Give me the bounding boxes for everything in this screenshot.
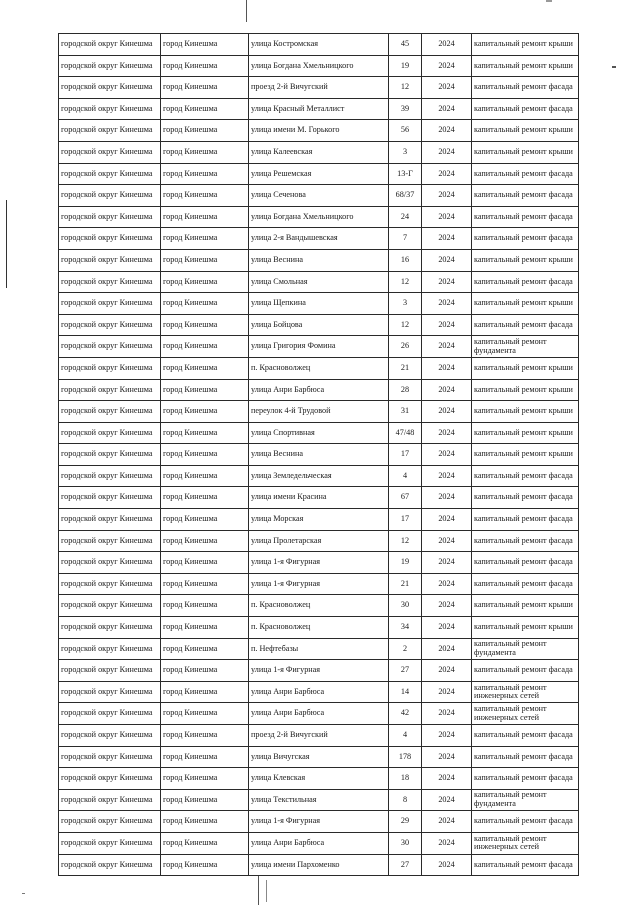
city-cell: город Кинешма xyxy=(161,271,249,293)
district-cell: городской округ Кинешма xyxy=(59,293,161,315)
work-type-cell: капитальный ремонт крыши xyxy=(472,401,579,423)
city-cell: город Кинешма xyxy=(161,465,249,487)
city-cell: город Кинешма xyxy=(161,854,249,876)
district-cell: городской округ Кинешма xyxy=(59,357,161,379)
street-cell: улица Красный Металлист xyxy=(249,98,389,120)
street-cell: улица имени М. Горького xyxy=(249,120,389,142)
table-row xyxy=(59,422,579,444)
house-number-cell: 21 xyxy=(389,573,422,595)
street-cell: улица имени Красина xyxy=(249,487,389,509)
work-type-cell: капитальный ремонт фасада xyxy=(472,552,579,574)
city-cell: город Кинешма xyxy=(161,120,249,142)
district-cell: городской округ Кинешма xyxy=(59,98,161,120)
street-cell: улица Калеевская xyxy=(249,141,389,163)
work-type-cell: капитальный ремонт инженерных сетей xyxy=(472,832,579,854)
city-cell: город Кинешма xyxy=(161,811,249,833)
year-cell: 2024 xyxy=(422,141,472,163)
city-cell: город Кинешма xyxy=(161,55,249,77)
work-type-cell: капитальный ремонт фасада xyxy=(472,228,579,250)
year-cell: 2024 xyxy=(422,573,472,595)
district-cell: городской округ Кинешма xyxy=(59,444,161,466)
street-cell: улица Смольная xyxy=(249,271,389,293)
district-cell: городской округ Кинешма xyxy=(59,617,161,639)
table-row xyxy=(59,141,579,163)
street-cell: улица Анри Барбюса xyxy=(249,703,389,725)
year-cell: 2024 xyxy=(422,552,472,574)
year-cell: 2024 xyxy=(422,595,472,617)
year-cell: 2024 xyxy=(422,163,472,185)
scan-artifact-line xyxy=(258,875,259,905)
work-type-cell: капитальный ремонт крыши xyxy=(472,357,579,379)
table-row xyxy=(59,206,579,228)
house-number-cell: 27 xyxy=(389,854,422,876)
district-cell: городской округ Кинешма xyxy=(59,573,161,595)
work-type-cell: капитальный ремонт крыши xyxy=(472,422,579,444)
house-number-cell: 27 xyxy=(389,660,422,682)
work-type-cell: капитальный ремонт фундамента xyxy=(472,336,579,358)
city-cell: город Кинешма xyxy=(161,660,249,682)
table-row xyxy=(59,228,579,250)
city-cell: город Кинешма xyxy=(161,422,249,444)
district-cell: городской округ Кинешма xyxy=(59,185,161,207)
district-cell: городской округ Кинешма xyxy=(59,552,161,574)
year-cell: 2024 xyxy=(422,660,472,682)
street-cell: улица Веснина xyxy=(249,249,389,271)
district-cell: городской округ Кинешма xyxy=(59,120,161,142)
city-cell: город Кинешма xyxy=(161,617,249,639)
year-cell: 2024 xyxy=(422,120,472,142)
city-cell: город Кинешма xyxy=(161,185,249,207)
scan-artifact-dot xyxy=(22,893,25,894)
district-cell: городской округ Кинешма xyxy=(59,638,161,660)
house-number-cell: 47/48 xyxy=(389,422,422,444)
table-row xyxy=(59,530,579,552)
year-cell: 2024 xyxy=(422,98,472,120)
scan-artifact-line xyxy=(6,200,7,288)
house-number-cell: 19 xyxy=(389,552,422,574)
city-cell: город Кинешма xyxy=(161,725,249,747)
city-cell: город Кинешма xyxy=(161,530,249,552)
table-row xyxy=(59,595,579,617)
district-cell: городской округ Кинешма xyxy=(59,854,161,876)
district-cell: городской округ Кинешма xyxy=(59,379,161,401)
city-cell: город Кинешма xyxy=(161,573,249,595)
city-cell: город Кинешма xyxy=(161,444,249,466)
street-cell: улица 1-я Фигурная xyxy=(249,573,389,595)
table-row xyxy=(59,249,579,271)
house-number-cell: 16 xyxy=(389,249,422,271)
house-number-cell: 56 xyxy=(389,120,422,142)
district-cell: городской округ Кинешма xyxy=(59,487,161,509)
city-cell: город Кинешма xyxy=(161,141,249,163)
table-row xyxy=(59,573,579,595)
district-cell: городской округ Кинешма xyxy=(59,660,161,682)
house-number-cell: 45 xyxy=(389,34,422,56)
house-number-cell: 29 xyxy=(389,811,422,833)
street-cell: улица 2-я Вандышевская xyxy=(249,228,389,250)
street-cell: улица 1-я Фигурная xyxy=(249,811,389,833)
work-type-cell: капитальный ремонт инженерных сетей xyxy=(472,703,579,725)
house-number-cell: 21 xyxy=(389,357,422,379)
year-cell: 2024 xyxy=(422,185,472,207)
district-cell: городской округ Кинешма xyxy=(59,595,161,617)
district-cell: городской округ Кинешма xyxy=(59,768,161,790)
year-cell: 2024 xyxy=(422,530,472,552)
work-type-cell: капитальный ремонт крыши xyxy=(472,34,579,56)
house-number-cell: 3 xyxy=(389,141,422,163)
district-cell: городской округ Кинешма xyxy=(59,422,161,444)
year-cell: 2024 xyxy=(422,444,472,466)
city-cell: город Кинешма xyxy=(161,293,249,315)
street-cell: улица Анри Барбюса xyxy=(249,379,389,401)
year-cell: 2024 xyxy=(422,768,472,790)
house-number-cell: 67 xyxy=(389,487,422,509)
table-row xyxy=(59,314,579,336)
table-row xyxy=(59,293,579,315)
work-type-cell: капитальный ремонт фасада xyxy=(472,77,579,99)
year-cell: 2024 xyxy=(422,55,472,77)
year-cell: 2024 xyxy=(422,271,472,293)
district-cell: городской округ Кинешма xyxy=(59,703,161,725)
table-row xyxy=(59,509,579,531)
year-cell: 2024 xyxy=(422,854,472,876)
work-type-cell: капитальный ремонт фасада xyxy=(472,185,579,207)
city-cell: город Кинешма xyxy=(161,638,249,660)
house-number-cell: 12 xyxy=(389,530,422,552)
table-body xyxy=(59,34,579,876)
city-cell: город Кинешма xyxy=(161,228,249,250)
work-type-cell: капитальный ремонт инженерных сетей xyxy=(472,681,579,703)
city-cell: город Кинешма xyxy=(161,77,249,99)
house-number-cell: 24 xyxy=(389,206,422,228)
work-type-cell: капитальный ремонт фасада xyxy=(472,206,579,228)
year-cell: 2024 xyxy=(422,703,472,725)
year-cell: 2024 xyxy=(422,34,472,56)
district-cell: городской округ Кинешма xyxy=(59,509,161,531)
work-type-cell: капитальный ремонт фасада xyxy=(472,163,579,185)
street-cell: проезд 2-й Вичугский xyxy=(249,725,389,747)
city-cell: город Кинешма xyxy=(161,832,249,854)
city-cell: город Кинешма xyxy=(161,552,249,574)
year-cell: 2024 xyxy=(422,422,472,444)
year-cell: 2024 xyxy=(422,617,472,639)
district-cell: городской округ Кинешма xyxy=(59,746,161,768)
city-cell: город Кинешма xyxy=(161,768,249,790)
table-row xyxy=(59,703,579,725)
house-number-cell: 4 xyxy=(389,465,422,487)
year-cell: 2024 xyxy=(422,746,472,768)
table-row xyxy=(59,185,579,207)
district-cell: городской округ Кинешма xyxy=(59,228,161,250)
street-cell: улица Спортивная xyxy=(249,422,389,444)
table-row xyxy=(59,681,579,703)
table-row xyxy=(59,660,579,682)
street-cell: улица Богдана Хмельницкого xyxy=(249,206,389,228)
work-type-cell: капитальный ремонт фасада xyxy=(472,725,579,747)
year-cell: 2024 xyxy=(422,314,472,336)
street-cell: улица 1-я Фигурная xyxy=(249,660,389,682)
street-cell: улица Костромская xyxy=(249,34,389,56)
city-cell: город Кинешма xyxy=(161,357,249,379)
district-cell: городской округ Кинешма xyxy=(59,811,161,833)
table-row xyxy=(59,379,579,401)
district-cell: городской округ Кинешма xyxy=(59,206,161,228)
work-type-cell: капитальный ремонт фасада xyxy=(472,314,579,336)
year-cell: 2024 xyxy=(422,206,472,228)
year-cell: 2024 xyxy=(422,811,472,833)
table-row xyxy=(59,552,579,574)
work-type-cell: капитальный ремонт фасада xyxy=(472,530,579,552)
work-type-cell: капитальный ремонт фасада xyxy=(472,660,579,682)
city-cell: город Кинешма xyxy=(161,314,249,336)
city-cell: город Кинешма xyxy=(161,595,249,617)
district-cell: городской округ Кинешма xyxy=(59,55,161,77)
table-row xyxy=(59,163,579,185)
work-type-cell: капитальный ремонт фундамента xyxy=(472,789,579,811)
district-cell: городской округ Кинешма xyxy=(59,141,161,163)
city-cell: город Кинешма xyxy=(161,336,249,358)
house-number-cell: 12 xyxy=(389,314,422,336)
district-cell: городской округ Кинешма xyxy=(59,789,161,811)
street-cell: проезд 2-й Вичугский xyxy=(249,77,389,99)
table-row xyxy=(59,55,579,77)
house-number-cell: 13-Г xyxy=(389,163,422,185)
house-number-cell: 42 xyxy=(389,703,422,725)
street-cell: п. Красноволжец xyxy=(249,617,389,639)
street-cell: улица Григория Фомина xyxy=(249,336,389,358)
table-row xyxy=(59,789,579,811)
street-cell: п. Нефтебазы xyxy=(249,638,389,660)
street-cell: улица Решемская xyxy=(249,163,389,185)
street-cell: улица Веснина xyxy=(249,444,389,466)
house-number-cell: 178 xyxy=(389,746,422,768)
street-cell: улица имени Пархоменко xyxy=(249,854,389,876)
city-cell: город Кинешма xyxy=(161,163,249,185)
district-cell: городской округ Кинешма xyxy=(59,249,161,271)
street-cell: улица Сеченова xyxy=(249,185,389,207)
district-cell: городской округ Кинешма xyxy=(59,401,161,423)
work-type-cell: капитальный ремонт крыши xyxy=(472,444,579,466)
street-cell: улица Земледельческая xyxy=(249,465,389,487)
table-row xyxy=(59,725,579,747)
work-type-cell: капитальный ремонт фасада xyxy=(472,509,579,531)
district-cell: городской округ Кинешма xyxy=(59,832,161,854)
district-cell: городской округ Кинешма xyxy=(59,530,161,552)
city-cell: город Кинешма xyxy=(161,509,249,531)
work-type-cell: капитальный ремонт крыши xyxy=(472,293,579,315)
district-cell: городской округ Кинешма xyxy=(59,163,161,185)
work-type-cell: капитальный ремонт фасада xyxy=(472,487,579,509)
table-row xyxy=(59,832,579,854)
house-number-cell: 30 xyxy=(389,832,422,854)
house-number-cell: 14 xyxy=(389,681,422,703)
street-cell: п. Красноволжец xyxy=(249,595,389,617)
house-number-cell: 17 xyxy=(389,444,422,466)
work-type-cell: капитальный ремонт крыши xyxy=(472,249,579,271)
work-type-cell: капитальный ремонт фасада xyxy=(472,746,579,768)
year-cell: 2024 xyxy=(422,401,472,423)
house-number-cell: 12 xyxy=(389,77,422,99)
street-cell: улица Богдана Хмельницкого xyxy=(249,55,389,77)
street-cell: улица Анри Барбюса xyxy=(249,832,389,854)
work-type-cell: капитальный ремонт фасада xyxy=(472,768,579,790)
table-row xyxy=(59,854,579,876)
table-row xyxy=(59,811,579,833)
year-cell: 2024 xyxy=(422,465,472,487)
house-number-cell: 26 xyxy=(389,336,422,358)
district-cell: городской округ Кинешма xyxy=(59,77,161,99)
work-type-cell: капитальный ремонт крыши xyxy=(472,379,579,401)
district-cell: городской округ Кинешма xyxy=(59,271,161,293)
scan-artifact-line xyxy=(266,880,267,902)
year-cell: 2024 xyxy=(422,336,472,358)
district-cell: городской округ Кинешма xyxy=(59,34,161,56)
city-cell: город Кинешма xyxy=(161,401,249,423)
table-row xyxy=(59,638,579,660)
street-cell: улица Клевская xyxy=(249,768,389,790)
city-cell: город Кинешма xyxy=(161,681,249,703)
house-number-cell: 30 xyxy=(389,595,422,617)
work-type-cell: капитальный ремонт фасада xyxy=(472,271,579,293)
table-row xyxy=(59,336,579,358)
year-cell: 2024 xyxy=(422,249,472,271)
work-type-cell: капитальный ремонт крыши xyxy=(472,595,579,617)
house-number-cell: 8 xyxy=(389,789,422,811)
table-row xyxy=(59,77,579,99)
district-cell: городской округ Кинешма xyxy=(59,336,161,358)
year-cell: 2024 xyxy=(422,832,472,854)
street-cell: переулок 4-й Трудовой xyxy=(249,401,389,423)
city-cell: город Кинешма xyxy=(161,249,249,271)
table-row xyxy=(59,746,579,768)
city-cell: город Кинешма xyxy=(161,34,249,56)
table-row xyxy=(59,120,579,142)
year-cell: 2024 xyxy=(422,725,472,747)
city-cell: город Кинешма xyxy=(161,379,249,401)
street-cell: улица Бойцова xyxy=(249,314,389,336)
work-type-cell: капитальный ремонт фасада xyxy=(472,811,579,833)
table-row xyxy=(59,401,579,423)
table-row xyxy=(59,98,579,120)
street-cell: улица Анри Барбюса xyxy=(249,681,389,703)
year-cell: 2024 xyxy=(422,379,472,401)
table-row xyxy=(59,487,579,509)
street-cell: улица 1-я Фигурная xyxy=(249,552,389,574)
year-cell: 2024 xyxy=(422,77,472,99)
house-number-cell: 39 xyxy=(389,98,422,120)
house-number-cell: 19 xyxy=(389,55,422,77)
street-cell: улица Щепкина xyxy=(249,293,389,315)
city-cell: город Кинешма xyxy=(161,789,249,811)
scan-artifact-dot xyxy=(546,0,552,2)
work-type-cell: капитальный ремонт фасада xyxy=(472,854,579,876)
work-type-cell: капитальный ремонт крыши xyxy=(472,617,579,639)
table-row xyxy=(59,271,579,293)
city-cell: город Кинешма xyxy=(161,703,249,725)
work-type-cell: капитальный ремонт крыши xyxy=(472,120,579,142)
work-type-cell: капитальный ремонт фасада xyxy=(472,573,579,595)
district-cell: городской округ Кинешма xyxy=(59,725,161,747)
house-number-cell: 34 xyxy=(389,617,422,639)
street-cell: п. Красноволжец xyxy=(249,357,389,379)
house-number-cell: 17 xyxy=(389,509,422,531)
table-row xyxy=(59,465,579,487)
city-cell: город Кинешма xyxy=(161,206,249,228)
year-cell: 2024 xyxy=(422,357,472,379)
work-type-cell: капитальный ремонт фасада xyxy=(472,465,579,487)
work-type-cell: капитальный ремонт фундамента xyxy=(472,638,579,660)
street-cell: улица Вичугская xyxy=(249,746,389,768)
year-cell: 2024 xyxy=(422,789,472,811)
table-row xyxy=(59,768,579,790)
house-number-cell: 7 xyxy=(389,228,422,250)
house-number-cell: 68/37 xyxy=(389,185,422,207)
city-cell: город Кинешма xyxy=(161,98,249,120)
house-number-cell: 31 xyxy=(389,401,422,423)
district-cell: городской округ Кинешма xyxy=(59,681,161,703)
work-type-cell: капитальный ремонт фасада xyxy=(472,98,579,120)
house-number-cell: 3 xyxy=(389,293,422,315)
year-cell: 2024 xyxy=(422,638,472,660)
year-cell: 2024 xyxy=(422,487,472,509)
city-cell: город Кинешма xyxy=(161,487,249,509)
house-number-cell: 2 xyxy=(389,638,422,660)
scan-artifact-line xyxy=(246,0,247,22)
year-cell: 2024 xyxy=(422,293,472,315)
district-cell: городской округ Кинешма xyxy=(59,314,161,336)
year-cell: 2024 xyxy=(422,681,472,703)
house-number-cell: 4 xyxy=(389,725,422,747)
house-number-cell: 12 xyxy=(389,271,422,293)
work-type-cell: капитальный ремонт крыши xyxy=(472,141,579,163)
repair-register-table xyxy=(58,33,579,876)
year-cell: 2024 xyxy=(422,509,472,531)
table-row xyxy=(59,357,579,379)
table-row xyxy=(59,617,579,639)
work-type-cell: капитальный ремонт крыши xyxy=(472,55,579,77)
table-row xyxy=(59,34,579,56)
street-cell: улица Пролетарская xyxy=(249,530,389,552)
year-cell: 2024 xyxy=(422,228,472,250)
table-row xyxy=(59,444,579,466)
street-cell: улица Текстильная xyxy=(249,789,389,811)
district-cell: городской округ Кинешма xyxy=(59,465,161,487)
scan-artifact-dot xyxy=(612,66,616,68)
house-number-cell: 28 xyxy=(389,379,422,401)
house-number-cell: 18 xyxy=(389,768,422,790)
city-cell: город Кинешма xyxy=(161,746,249,768)
street-cell: улица Морская xyxy=(249,509,389,531)
